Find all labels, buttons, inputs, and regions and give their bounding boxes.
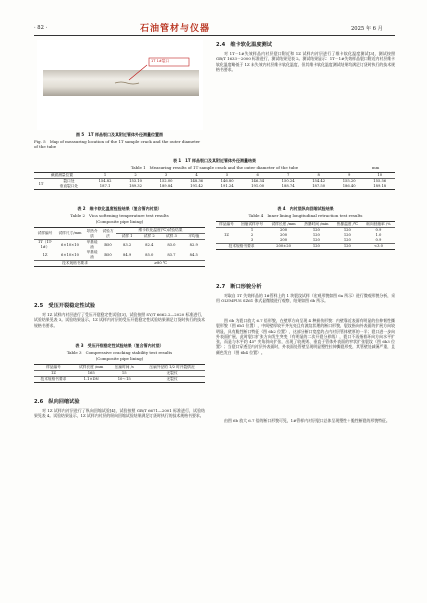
table-4-sample: 1Z xyxy=(224,233,229,237)
table-1-cell: 189.84 xyxy=(159,184,173,188)
table-3-cell: 无裂纹 xyxy=(166,371,178,375)
table-4-req-cell: <3.0 xyxy=(373,244,383,248)
table-4-cell: 120 xyxy=(343,233,351,237)
table-3-cell: 165 xyxy=(87,371,95,375)
table-1-sample: 1T xyxy=(38,181,44,186)
table-4-req-cell: 120 xyxy=(343,244,351,248)
table-2-h-method: 试验方法 xyxy=(102,228,114,238)
table-1-header-cell: 10 xyxy=(377,173,383,177)
table-1-cell: 187.1 xyxy=(99,184,111,188)
header-rule xyxy=(34,35,395,36)
table-1-header-cell: 4 xyxy=(195,173,198,177)
page-number: · 82 · xyxy=(34,25,48,31)
table-4-header-cell: 纵向回缩率 /% xyxy=(366,222,391,226)
table-1-cell: 154.42 xyxy=(312,179,326,183)
table-4-cell: 120 xyxy=(343,228,351,232)
table-4-req-cell: 120 xyxy=(312,244,320,248)
table-4-header-cell: 试样长度 /mm xyxy=(271,222,296,226)
table-1-row-label: 裂口处 xyxy=(63,179,75,183)
table-4-cell: 120 xyxy=(312,238,320,242)
section-2-7-p3: 由图 6b 放大 6.7 倍的断口形貌可见，1#管样内衬层裂口总体呈现塑性＋脆性断裂的形貌特征。 xyxy=(224,418,390,423)
table-4-grid xyxy=(216,221,395,250)
table-1-caption-en: Table 1 Measuring results of 1T sample crack and the outer diameter of the tube xyxy=(130,165,299,170)
table-4-header-cell: 样品编号 xyxy=(219,222,234,226)
table-1-cell: 154.82 xyxy=(98,179,112,183)
table-2-caption: 表 2 维卡软化温度检验结果（复合管内衬层） xyxy=(77,206,162,211)
table-4-cell: 1.0 xyxy=(375,233,382,237)
table-2-h-r1: 试样 1 xyxy=(121,234,133,238)
table-4-caption: 表 4 内衬层纵向回缩试验结果 xyxy=(277,206,334,211)
section-2-7-p2: 图 6b 为裂口放大 6.7 倍形貌，在壁厚方向呈现 4 种损伤形貌：内壁靠近表面有明显的拉伸韧性撕裂形貌（图 6b1 位置），中间壁厚较平齐光亮且有波纹状理的断口形貌，裂纹指向外表面的扩展方向较明显，具有脆性断口特征（图 6b2 位置），这部分断口宽度约占内衬层管体壁厚的一半；裂口进一步向外表面扩展，此时裂口扩张方向发生突变（有明显的二次开裂分界线），裂口不再指着环向方向水平扩张，而是与水平约 45° 夹角斜向扩张，出现了较规则、垂直于管体外表面的窄状扩张裂纹（图 6b3 位置）；当裂口穿透至内衬层外表面时，外表面处管壁呈现明显塑性拉伸撕裂形变，其管壁处减薄严重，且颜色发白（图 6b4 位置）。 xyxy=(216,318,395,355)
table-3-header-cell: 样品编号 xyxy=(46,365,61,369)
table-1-header-cell: 2 xyxy=(134,173,137,177)
table-1-cell: 187.50 xyxy=(312,184,326,188)
table-4-cell: 2 xyxy=(250,233,254,237)
table-1-header-cell: 1 xyxy=(103,173,107,177)
table-1-cell: 153.10 xyxy=(129,179,142,183)
crack-label: 1T 1#裂口 xyxy=(151,59,170,63)
section-2-4-body: 对 1T－1#失效样品内衬层裂口附近和 1Z 试样内衬层进行了维卡软化温度测试[3]，测试按照 GB/T 1633－2000 标准进行，测试结果见表 2。测试结果显示：1T－1#失效样品裂口附近内衬层维卡软化温度略低于 1Z 未失效内衬层维卡软化温度，但其维卡软化温度测试结果均满足订货时执行的技术规格书要求。 xyxy=(216,51,395,72)
table-1-grid xyxy=(34,172,395,190)
table-4-req-cell: 200±20 xyxy=(276,244,291,248)
table-4-cell: 200 xyxy=(280,228,288,232)
table-1-header-cell: 9 xyxy=(347,173,351,177)
section-2-4-title: 2.4 维卡软化温度测试 xyxy=(216,42,272,48)
table-4-cell: 120 xyxy=(343,238,351,242)
table-1-header-cell: 6 xyxy=(256,173,259,177)
table-1-cell: 189.18 xyxy=(373,184,387,188)
table-2-h-r2: 试样 2 xyxy=(143,234,155,238)
table-2-cell: 85.0 xyxy=(145,252,154,257)
table-3-cell: 1Z xyxy=(50,371,56,375)
table-2-h-spec: 试样尺寸/mm xyxy=(58,231,82,235)
table-1-cell: 152.00 xyxy=(159,179,173,183)
table-2-h-avg: 平均值 xyxy=(188,234,200,238)
table-1-cell: 191.42 xyxy=(190,184,204,188)
table-2-spec: 6×10×10 xyxy=(61,252,79,257)
table-1-cell: 155.20 xyxy=(342,179,356,183)
table-4 xyxy=(216,221,395,250)
table-2-h-id: 试样编号 xyxy=(37,231,53,235)
table-2-guide: 甲基硅油 xyxy=(86,240,98,249)
table-1-caption: 表 1 1T 样品裂口及其附近管体外径测量结果 xyxy=(172,158,257,163)
table-2-guide: 甲基硅油 xyxy=(86,250,98,259)
table-2-caption-en-2: (Composite pipe lining) xyxy=(95,219,144,224)
table-1-cell: 191.24 xyxy=(220,184,234,188)
table-1-cell: 191.00 xyxy=(251,184,265,188)
table-2-grid xyxy=(34,227,205,267)
table-2 xyxy=(34,227,205,267)
table-3-cell: 技术规格书要求 xyxy=(40,377,67,381)
table-4-header-cell: 回缩试样序号 xyxy=(241,222,264,226)
section-2-7-title: 2.7 断口形貌分析 xyxy=(216,284,262,290)
table-3-cell: 无裂纹 xyxy=(166,377,178,381)
figure-5-caption-en: Fig. 5 Map of measuring location of the 1T sample crack and the outer diameter of the tube xyxy=(34,139,201,149)
issue-date: 2025 年 6 月 xyxy=(351,26,383,32)
table-4-cell: 0.9 xyxy=(375,238,382,242)
table-1-cell: 146.34 xyxy=(251,179,265,183)
table-1-header-cell: 7 xyxy=(286,173,290,177)
table-3-header-cell: 压扁时间 /s xyxy=(114,365,134,369)
table-4-cell: 120 xyxy=(312,228,320,232)
table-4-cell: 3 xyxy=(250,238,254,242)
table-1-cell: 155.56 xyxy=(373,179,387,183)
table-2-cell: 82.9 xyxy=(189,242,198,247)
table-3-caption: 表 3 受压开裂稳定性试验结果（复合管内衬层） xyxy=(75,343,164,348)
table-2-cell: 82.4 xyxy=(145,242,154,247)
table-2-id: 1Z xyxy=(42,252,48,257)
table-3-cell: 10～15 xyxy=(117,377,131,381)
table-1-cell: 146.80 xyxy=(220,179,234,183)
figure-5-photo xyxy=(37,40,203,130)
table-4-cell: 200 xyxy=(280,238,288,242)
table-3-cell: 15 xyxy=(121,371,127,375)
table-4-caption-en: Table 4 Inner lining longitudinal retraction test results xyxy=(248,213,363,218)
section-2-5-body: 对 1Z 试样内衬层进行了受压开裂稳定性试验[3]，试验按照 SY/T 6662.2—2020 标准进行，试验结果见表 3。试验结果显示，1Z 试样内衬层的受压开裂稳定性试验结果满足订货时执行的技术规格书要求。 xyxy=(34,312,205,328)
table-2-req-value: ≥80 ℃ xyxy=(153,261,168,265)
table-1-row-label: 垂直裂口处 xyxy=(59,184,79,188)
table-4-cell: 120 xyxy=(312,233,320,237)
table-2-cell: 83.7 xyxy=(167,252,176,257)
table-1-cell: 189.32 xyxy=(129,184,142,188)
pipe-sample-drawing xyxy=(37,40,203,130)
table-4-cell: 0.9 xyxy=(375,228,382,232)
table-4-cell: 1 xyxy=(250,228,254,232)
table-2-cell: 84.5 xyxy=(189,252,198,257)
table-4-header-cell: 热暴时间 /min xyxy=(304,222,329,226)
table-2-method: B50 xyxy=(104,252,112,257)
table-1-header-cell: 8 xyxy=(317,173,320,177)
table-2-req-label: 技术规格书要求 xyxy=(62,261,88,265)
table-1-cell: 188.74 xyxy=(281,184,295,188)
table-2-method: B50 xyxy=(104,242,112,247)
table-1-header-cell: 5 xyxy=(225,173,229,177)
table-1-cell: 150.24 xyxy=(281,179,295,183)
table-2-cell: 83.2 xyxy=(122,242,132,247)
table-2-caption-en: Table 2 Vica softening temperature test results xyxy=(70,213,169,218)
table-3-header-cell: 试样长度 /mm xyxy=(79,365,104,369)
table-1-cell: 186.40 xyxy=(342,184,356,188)
table-2-h-r3: 试样 3 xyxy=(165,234,177,238)
table-3-cell: 1.1×DN xyxy=(83,377,99,381)
table-3-caption-en-2: (Composite pipe lining) xyxy=(95,356,144,361)
table-1 xyxy=(34,172,395,190)
table-2-cell: 84.9 xyxy=(122,252,132,257)
table-2-cell: 83.0 xyxy=(167,242,176,247)
section-2-5-title: 2.5 受压开裂稳定性试验 xyxy=(34,303,96,309)
journal-title: 石油管材与仪器 xyxy=(140,24,211,34)
section-2-6-title: 2.6 纵向回缩试验 xyxy=(34,399,80,405)
table-4-header-cell: 热暴温度 /℃ xyxy=(336,222,358,226)
section-2-7-p1: 对取自 1T 失效样品的 1#管样上的 1 块裂纹试样（宏观形貌如图 6a 所示）进行微观形貌分析，采用 OLYMPUS SZ61 体式显微镜进行观察，结果如图 6b 所示。 xyxy=(216,293,395,304)
table-3-caption-en: Table 3 Compressive cracking stability test results xyxy=(66,350,173,355)
table-2-id: 1T（1T-1#） xyxy=(37,240,53,249)
table-4-req-label: 技术规格书要求 xyxy=(228,244,255,248)
table-3-header-cell: 压扁外径的 1/2 时开裂情况 xyxy=(149,365,195,369)
table-4-cell: 200 xyxy=(280,233,288,237)
table-1-cell: 148.36 xyxy=(190,179,204,183)
table-1-header-cell: 3 xyxy=(164,173,168,177)
section-2-6-body: 对 1Z 试样内衬层进行了纵向回缩试验[4]，试验按照 GB/T 6671—2001 标准进行，试验结果见表 4。试验结果显示，1Z 试样内衬层的纵向回缩试验结果满足订货时执行的技术规格书要求。 xyxy=(34,408,205,419)
table-2-h-result: 维卡软化温度(℃)试验结果 xyxy=(138,228,183,232)
table-2-h-guide: 导热介质 xyxy=(86,228,98,238)
table-1-unit: mm xyxy=(372,165,380,170)
table-3 xyxy=(34,364,205,383)
figure-5-caption: 图 5 1T 样品裂口及其附近管体外径测量位置图 xyxy=(75,132,164,137)
table-3-grid xyxy=(34,364,205,383)
table-1-header-cell: 截面测量位置 xyxy=(50,173,73,177)
table-2-spec: 6×10×10 xyxy=(61,242,79,247)
